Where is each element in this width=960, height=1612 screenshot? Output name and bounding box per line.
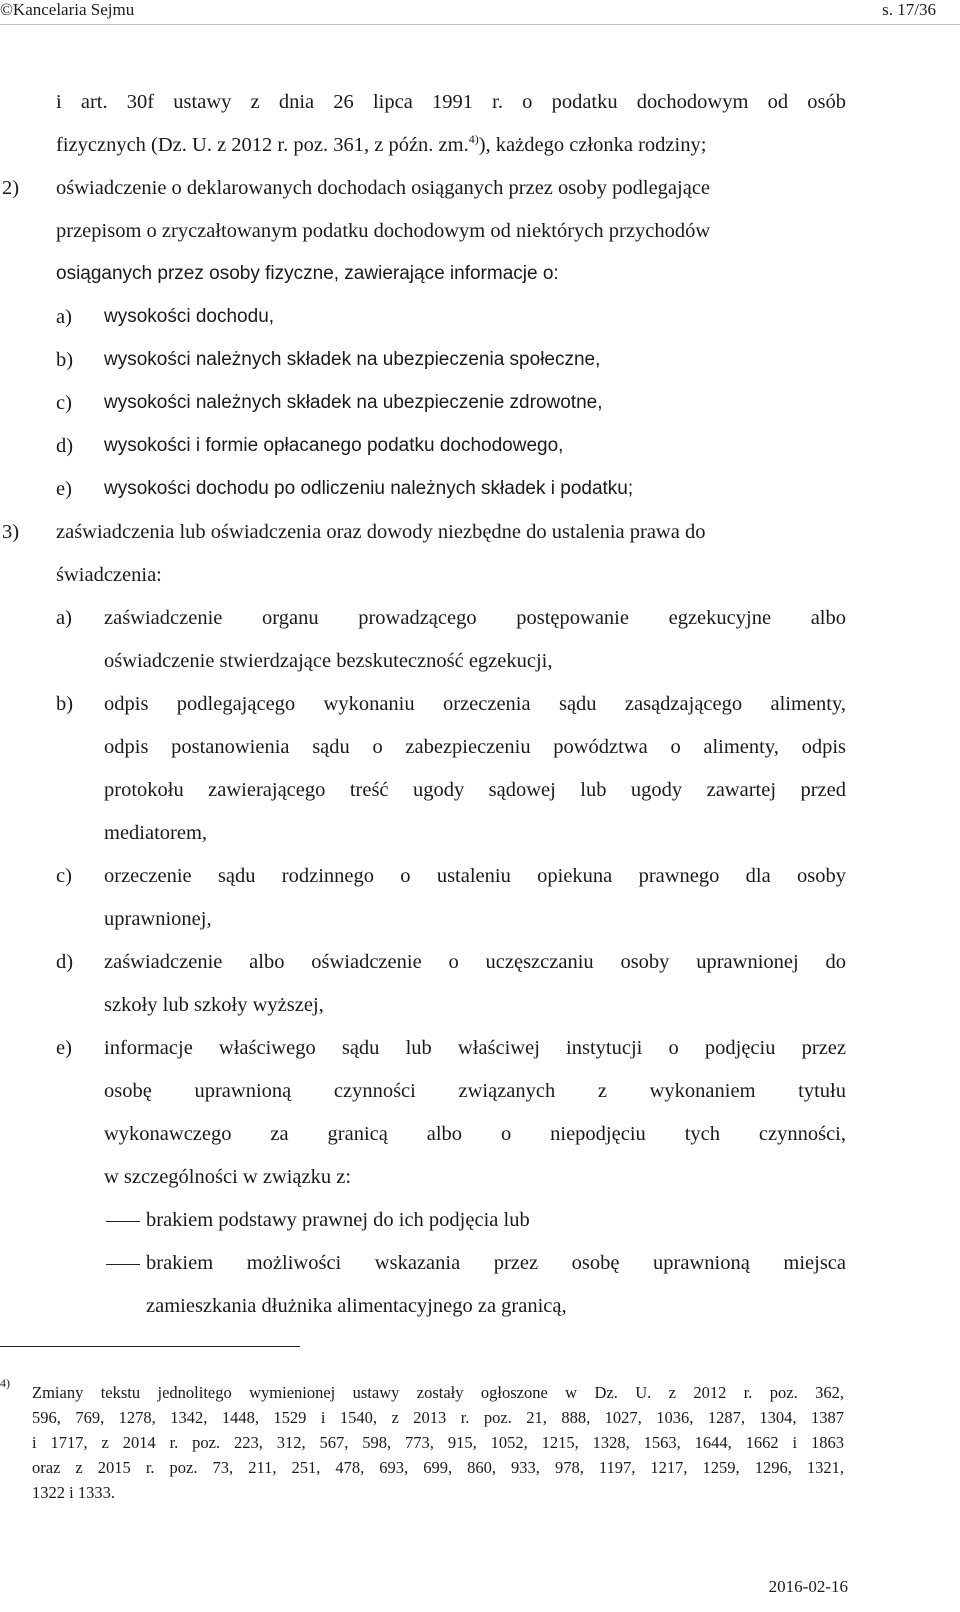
list-label: b) (56, 693, 74, 715)
copyright-label: ©Kancelaria Sejmu (0, 0, 135, 19)
footnote-line: oraz z 2015 r. poz. 73, 211, 251, 478, 693, 699, 860, 933, 978, 1197, 1217, 1259, 1296, 1321, (32, 1458, 844, 1477)
list-item: szkoły lub szkoły wyższej, (104, 994, 324, 1016)
header-divider (0, 24, 960, 25)
list-label: c) (56, 392, 72, 414)
list-item: protokołu zawierającego treść ugody sądowej lub ugody zawartej przed (104, 779, 846, 801)
body-text: fizycznych (Dz. U. z 2012 r. poz. 361, z późn. zm. (56, 134, 469, 156)
list-label: c) (56, 865, 72, 887)
body-line (56, 131, 846, 159)
footnote-line: i 1717, z 2014 r. poz. 223, 312, 567, 598, 773, 915, 1052, 1215, 1328, 1563, 1644, 1662 i 1863 (32, 1433, 844, 1452)
list-label: 2) (2, 177, 20, 199)
list-label: e) (56, 1037, 72, 1059)
list-item: zaświadczenie organu prowadzącego postępowanie egzekucyjne albo (104, 607, 846, 629)
footnote-separator (0, 1346, 300, 1347)
body-line: świadczenia: (56, 564, 162, 586)
list-item: wysokości należnych składek na ubezpieczenia społeczne, (104, 349, 601, 370)
list-item: wykonawczego za granicą albo o niepodjęciu tych czynności, (104, 1123, 846, 1145)
footnote-line: Zmiany tekstu jednolitego wymienionej ustawy zostały ogłoszone w Dz. U. z 2012 r. poz. 362, (32, 1383, 844, 1402)
body-text: ), każdego członka rodziny; (478, 134, 707, 156)
dash-item: brakiem możliwości wskazania przez osobę uprawnioną miejsca (146, 1252, 846, 1274)
dash-item: brakiem podstawy prawnej do ich podjęcia lub (146, 1209, 530, 1231)
dash-bullet (106, 1221, 140, 1222)
list-item: w szczególności w związku z: (104, 1166, 352, 1188)
list-item: wysokości należnych składek na ubezpieczenie zdrowotne, (104, 392, 603, 413)
body-line: osiąganych przez osoby fizyczne, zawierające informacje o: (56, 263, 559, 284)
list-item: uprawnionej, (104, 908, 212, 930)
footnote-ref: 4) (468, 132, 479, 147)
list-item: wysokości i formie opłacanego podatku dochodowego, (104, 435, 564, 456)
list-label: b) (56, 349, 74, 371)
body-line: i art. 30f ustawy z dnia 26 lipca 1991 r. o podatku dochodowym od osób (56, 91, 846, 113)
body-line: przepisom o zryczałtowanym podatku dochodowym od niektórych przychodów (56, 220, 711, 242)
list-label: 3) (2, 521, 20, 543)
footnote-line: 596, 769, 1278, 1342, 1448, 1529 i 1540, z 2013 r. poz. 21, 888, 1027, 1036, 1287, 1304, 1387 (32, 1408, 844, 1427)
body-line: zaświadczenia lub oświadczenia oraz dowody niezbędne do ustalenia prawa do (56, 521, 706, 543)
list-item: wysokości dochodu, (104, 306, 275, 327)
page-header (0, 0, 960, 26)
list-label: a) (56, 607, 72, 629)
list-label: e) (56, 478, 72, 500)
dash-bullet (106, 1264, 140, 1265)
list-label: a) (56, 306, 72, 328)
footnote-mark: 4) (0, 1376, 10, 1390)
dash-item: zamieszkania dłużnika alimentacyjnego za granicą, (146, 1295, 567, 1317)
page-number: s. 17/36 (882, 0, 936, 19)
list-item: odpis podlegającego wykonaniu orzeczenia sądu zasądzającego alimenty, (104, 693, 846, 715)
list-item: informacje właściwego sądu lub właściwej instytucji o podjęciu przez (104, 1037, 846, 1059)
footnote-line: 1322 i 1333. (32, 1483, 115, 1502)
list-item: orzeczenie sądu rodzinnego o ustaleniu opiekuna prawnego dla osoby (104, 865, 846, 887)
list-item: oświadczenie stwierdzające bezskuteczność egzekucji, (104, 650, 553, 672)
body-line: oświadczenie o deklarowanych dochodach osiąganych przez osoby podlegające (56, 177, 711, 199)
list-item: odpis postanowienia sądu o zabezpieczeniu powództwa o alimenty, odpis (104, 736, 846, 758)
list-item: wysokości dochodu po odliczeniu należnych składek i podatku; (104, 478, 634, 499)
document-date: 2016-02-16 (768, 1577, 848, 1596)
list-label: d) (56, 435, 74, 457)
list-item: osobę uprawnioną czynności związanych z wykonaniem tytułu (104, 1080, 846, 1102)
list-label: d) (56, 951, 74, 973)
list-item: mediatorem, (104, 822, 208, 844)
list-item: zaświadczenie albo oświadczenie o uczęszczaniu osoby uprawnionej do (104, 951, 846, 973)
